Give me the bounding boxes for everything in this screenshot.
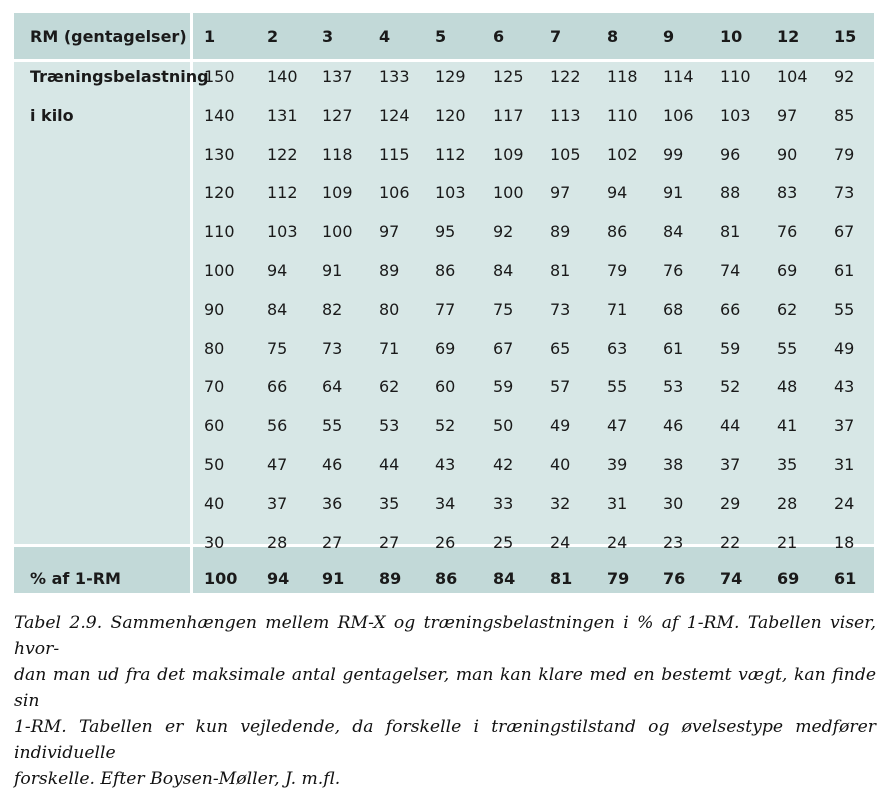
- table-cell: 120: [204, 183, 235, 202]
- table-cell: 103: [435, 183, 466, 202]
- table-cell: 62: [379, 377, 400, 396]
- table-cell: 27: [322, 533, 343, 552]
- table-cell: 53: [663, 377, 684, 396]
- table-cell: 140: [204, 106, 235, 125]
- table-cell: 122: [267, 145, 298, 164]
- footer-label: % af 1-RM: [30, 569, 121, 588]
- table-cell: 75: [493, 300, 514, 319]
- table-cell: 46: [663, 416, 684, 435]
- footer-value: 100: [204, 569, 238, 588]
- table-cell: 137: [322, 67, 353, 86]
- table-cell: 114: [663, 67, 694, 86]
- table-cell: 60: [435, 377, 456, 396]
- table-cell: 59: [493, 377, 514, 396]
- table-cell: 84: [663, 222, 684, 241]
- header-rm-9: 9: [663, 27, 675, 46]
- table-cell: 94: [267, 261, 288, 280]
- footer-value: 79: [607, 569, 630, 588]
- table-cell: 76: [663, 261, 684, 280]
- table-cell: 52: [435, 416, 456, 435]
- table-cell: 28: [267, 533, 288, 552]
- table-cell: 110: [607, 106, 638, 125]
- header-rm-7: 7: [550, 27, 562, 46]
- table-cell: 35: [379, 494, 400, 513]
- table-cell: 40: [204, 494, 225, 513]
- table-cell: 117: [493, 106, 524, 125]
- table-cell: 81: [720, 222, 741, 241]
- table-cell: 49: [550, 416, 571, 435]
- table-cell: 115: [379, 145, 410, 164]
- table-cell: 56: [267, 416, 288, 435]
- table-cell: 106: [379, 183, 410, 202]
- table-cell: 38: [663, 455, 684, 474]
- footer-value: 61: [834, 569, 857, 588]
- table-cell: 76: [777, 222, 798, 241]
- table-cell: 106: [663, 106, 694, 125]
- table-cell: 47: [267, 455, 288, 474]
- table-cell: 124: [379, 106, 410, 125]
- table-cell: 74: [720, 261, 741, 280]
- table-cell: 21: [777, 533, 798, 552]
- table-cell: 37: [834, 416, 855, 435]
- table-cell: 46: [322, 455, 343, 474]
- table-cell: 42: [493, 455, 514, 474]
- footer-value: 94: [267, 569, 290, 588]
- table-cell: 79: [607, 261, 628, 280]
- table-cell: 24: [607, 533, 628, 552]
- row-label-line2: i kilo: [30, 105, 74, 125]
- table-cell: 36: [322, 494, 343, 513]
- footer-value: 84: [493, 569, 516, 588]
- table-cell: 34: [435, 494, 456, 513]
- header-rm-10: 10: [720, 27, 743, 46]
- table-cell: 97: [550, 183, 571, 202]
- table-cell: 61: [834, 261, 855, 280]
- table-cell: 103: [720, 106, 751, 125]
- table-cell: 89: [379, 261, 400, 280]
- table-cell: 43: [834, 377, 855, 396]
- table-cell: 102: [607, 145, 638, 164]
- table-cell: 33: [493, 494, 514, 513]
- rm-table: [14, 13, 874, 593]
- table-cell: 64: [322, 377, 343, 396]
- table-cell: 23: [663, 533, 684, 552]
- table-cell: 57: [550, 377, 571, 396]
- table-cell: 68: [663, 300, 684, 319]
- table-cell: 37: [720, 455, 741, 474]
- table-cell: 86: [607, 222, 628, 241]
- table-cell: 32: [550, 494, 571, 513]
- table-cell: 90: [204, 300, 225, 319]
- table-cell: 35: [777, 455, 798, 474]
- table-cell: 85: [834, 106, 855, 125]
- table-cell: 73: [322, 339, 343, 358]
- table-cell: 79: [834, 145, 855, 164]
- footer-value: 76: [663, 569, 686, 588]
- table-cell: 70: [204, 377, 225, 396]
- header-rm-1: 1: [204, 27, 216, 46]
- table-cell: 30: [663, 494, 684, 513]
- table-cell: 86: [435, 261, 456, 280]
- table-cell: 75: [267, 339, 288, 358]
- table-cell: 133: [379, 67, 410, 86]
- table-cell: 63: [607, 339, 628, 358]
- table-cell: 67: [493, 339, 514, 358]
- header-rm-6: 6: [493, 27, 505, 46]
- table-cell: 66: [267, 377, 288, 396]
- table-cell: 112: [267, 183, 298, 202]
- table-cell: 118: [607, 67, 638, 86]
- table-cell: 84: [493, 261, 514, 280]
- table-cell: 29: [720, 494, 741, 513]
- table-cell: 39: [607, 455, 628, 474]
- table-cell: 122: [550, 67, 581, 86]
- table-cell: 26: [435, 533, 456, 552]
- table-cell: 44: [379, 455, 400, 474]
- table-cell: 59: [720, 339, 741, 358]
- table-cell: 90: [777, 145, 798, 164]
- header-rm-5: 5: [435, 27, 447, 46]
- table-cell: 61: [663, 339, 684, 358]
- table-cell: 62: [777, 300, 798, 319]
- table-cell: 100: [493, 183, 524, 202]
- table-cell: 83: [777, 183, 798, 202]
- footer-value: 81: [550, 569, 573, 588]
- table-cell: 31: [607, 494, 628, 513]
- table-cell: 73: [550, 300, 571, 319]
- table-cell: 77: [435, 300, 456, 319]
- table-cell: 127: [322, 106, 353, 125]
- table-cell: 82: [322, 300, 343, 319]
- table-cell: 50: [493, 416, 514, 435]
- table-cell: 41: [777, 416, 798, 435]
- table-cell: 53: [379, 416, 400, 435]
- table-cell: 91: [663, 183, 684, 202]
- table-cell: 110: [720, 67, 751, 86]
- table-cell: 69: [777, 261, 798, 280]
- table-cell: 92: [493, 222, 514, 241]
- table-cell: 150: [204, 67, 235, 86]
- table-cell: 105: [550, 145, 581, 164]
- table-cell: 66: [720, 300, 741, 319]
- caption-line: dan man ud fra det maksimale antal gentagelser, man kan klare med en bestemt vægt, kan finde sin: [14, 665, 876, 711]
- table-cell: 125: [493, 67, 524, 86]
- table-cell: 100: [322, 222, 353, 241]
- header-rm-12: 12: [777, 27, 800, 46]
- table-cell: 80: [379, 300, 400, 319]
- table-cell: 92: [834, 67, 855, 86]
- header-rm-4: 4: [379, 27, 391, 46]
- table-cell: 97: [379, 222, 400, 241]
- table-cell: 25: [493, 533, 514, 552]
- table-cell: 99: [663, 145, 684, 164]
- table-cell: 30: [204, 533, 225, 552]
- table-cell: 120: [435, 106, 466, 125]
- header-rm-8: 8: [607, 27, 619, 46]
- table-cell: 24: [550, 533, 571, 552]
- table-cell: 55: [607, 377, 628, 396]
- table-cell: 55: [777, 339, 798, 358]
- table-cell: 103: [267, 222, 298, 241]
- table-cell: 97: [777, 106, 798, 125]
- table-cell: 88: [720, 183, 741, 202]
- table-cell: 96: [720, 145, 741, 164]
- footer-value: 91: [322, 569, 345, 588]
- table-cell: 43: [435, 455, 456, 474]
- table-cell: 22: [720, 533, 741, 552]
- table-cell: 50: [204, 455, 225, 474]
- table-cell: 80: [204, 339, 225, 358]
- table-cell: 110: [204, 222, 235, 241]
- header-rm-label: RM (gentagelser): [30, 27, 187, 46]
- table-cell: 31: [834, 455, 855, 474]
- table-cell: 104: [777, 67, 808, 86]
- column-divider: [190, 13, 193, 593]
- table-cell: 109: [493, 145, 524, 164]
- table-cell: 47: [607, 416, 628, 435]
- table-cell: 73: [834, 183, 855, 202]
- table-cell: 81: [550, 261, 571, 280]
- table-cell: 65: [550, 339, 571, 358]
- table-cell: 40: [550, 455, 571, 474]
- table-cell: 140: [267, 67, 298, 86]
- table-cell: 130: [204, 145, 235, 164]
- row-label-line1: Træningsbelastning: [30, 67, 209, 86]
- table-cell: 44: [720, 416, 741, 435]
- table-cell: 67: [834, 222, 855, 241]
- table-cell: 49: [834, 339, 855, 358]
- table-cell: 69: [435, 339, 456, 358]
- footer-value: 69: [777, 569, 800, 588]
- table-cell: 131: [267, 106, 298, 125]
- footer-value: 74: [720, 569, 743, 588]
- table-cell: 109: [322, 183, 353, 202]
- caption-line: Tabel 2.9. Sammenhængen mellem RM-X og træningsbelastningen i % af 1-RM. Tabellen viser, hvor-: [14, 613, 876, 659]
- table-cell: 100: [204, 261, 235, 280]
- table-cell: 18: [834, 533, 855, 552]
- caption-line: forskelle. Efter Boysen-Møller, J. m.fl.: [14, 769, 341, 789]
- table-cell: 48: [777, 377, 798, 396]
- table-cell: 71: [379, 339, 400, 358]
- table-cell: 37: [267, 494, 288, 513]
- table-cell: 52: [720, 377, 741, 396]
- table-cell: 84: [267, 300, 288, 319]
- table-cell: 27: [379, 533, 400, 552]
- table-cell: 60: [204, 416, 225, 435]
- caption-line: 1-RM. Tabellen er kun vejledende, da forskelle i træningstilstand og øvelsestype medfører individuelle: [14, 717, 876, 763]
- table-cell: 89: [550, 222, 571, 241]
- table-cell: 71: [607, 300, 628, 319]
- footer-value: 89: [379, 569, 402, 588]
- table-cell: 129: [435, 67, 466, 86]
- table-cell: 91: [322, 261, 343, 280]
- table-caption: [14, 610, 876, 792]
- header-rm-3: 3: [322, 27, 334, 46]
- table-cell: 24: [834, 494, 855, 513]
- table-cell: 113: [550, 106, 581, 125]
- table-cell: 95: [435, 222, 456, 241]
- table-cell: 55: [322, 416, 343, 435]
- header-rm-2: 2: [267, 27, 279, 46]
- table-cell: 55: [834, 300, 855, 319]
- footer-value: 86: [435, 569, 458, 588]
- table-cell: 28: [777, 494, 798, 513]
- table-cell: 118: [322, 145, 353, 164]
- table-cell: 112: [435, 145, 466, 164]
- header-rm-15: 15: [834, 27, 857, 46]
- table-cell: 94: [607, 183, 628, 202]
